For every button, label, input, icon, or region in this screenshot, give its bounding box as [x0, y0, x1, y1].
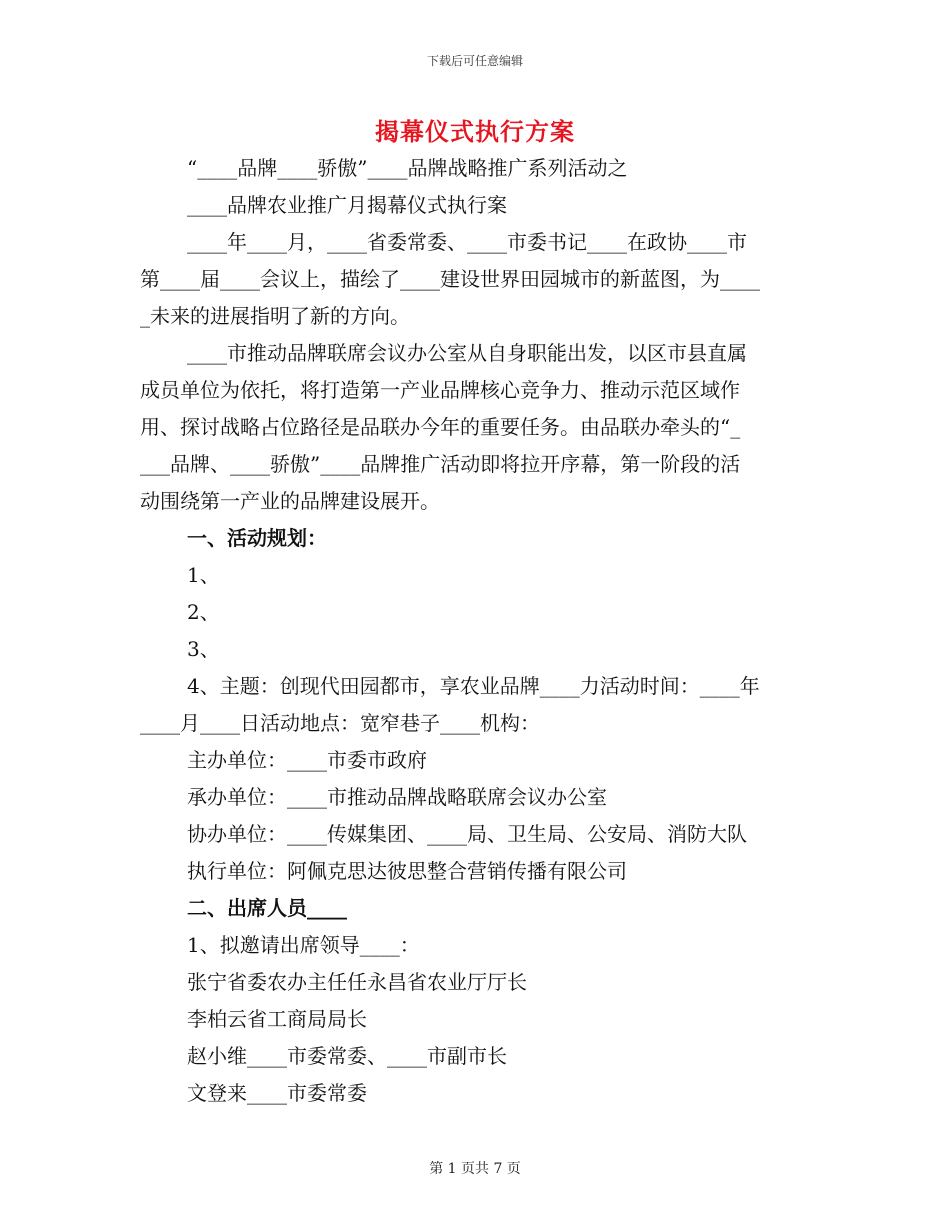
list-item: 张宁省委农办主任任永昌省农业厅厅长 [187, 970, 527, 994]
document-title: 揭幕仪式执行方案 [375, 117, 575, 146]
section-heading: 一、活动规划： [187, 526, 327, 550]
list-item: 赵小维____市委常委、____市副市长 [187, 1044, 507, 1068]
paragraph-line: ____品牌农业推广月揭幕仪式执行案 [187, 193, 507, 217]
section-heading: 二、出席人员____ [187, 896, 347, 920]
header-note: 下载后可任意编辑 [426, 54, 523, 68]
list-item: 文登来____市委常委 [187, 1081, 367, 1105]
list-item: 1、拟邀请出席领导____： [187, 933, 420, 957]
list-item: 4、主题：创现代田园都市，享农业品牌____力活动时间：____年 [187, 674, 760, 698]
list-item: 承办单位：____市推动品牌战略联席会议办公室 [187, 785, 607, 809]
paragraph-line: 第____届____会议上，描绘了____建设世界田园城市的新蓝图，为____ [140, 267, 760, 291]
list-item: 3、 [187, 637, 220, 661]
list-item: 协办单位：____传媒集团、____局、卫生局、公安局、消防大队 [187, 822, 747, 846]
paragraph-line: ____月____日活动地点：宽窄巷子____机构： [140, 711, 540, 735]
list-item: 李柏云省工商局局长 [187, 1007, 367, 1031]
list-item: 主办单位：____市委市政府 [187, 748, 427, 772]
document-body [140, 150, 805, 1112]
paragraph-line: ___品牌、____骄傲”____品牌推广活动即将拉开序幕，第一阶段的活 [140, 452, 741, 476]
paragraph-line: _未来的进展指明了新的方向。 [140, 304, 410, 328]
paragraph-line: “____品牌____骄傲”____品牌战略推广系列活动之 [187, 156, 628, 180]
paragraph-line: 成员单位为依托，将打造第一产业品牌核心竞争力、推动示范区域作 [140, 378, 740, 402]
page-number: 第 1 页共 7 页 [429, 1161, 521, 1177]
list-item: 2、 [187, 600, 220, 624]
paragraph-line: ____市推动品牌联席会议办公室从自身职能出发，以区市县直属 [187, 341, 747, 365]
paragraph-line: 动围绕第一产业的品牌建设展开。 [140, 489, 440, 513]
paragraph-line: ____年____月，____省委常委、____市委书记____在政协____市 [187, 230, 747, 254]
paragraph-line: 用、探讨战略占位路径是品联办今年的重要任务。由品联办牵头的“_ [140, 415, 741, 439]
list-item: 执行单位：阿佩克思达彼思整合营销传播有限公司 [187, 859, 627, 883]
list-item: 1、 [187, 563, 220, 587]
